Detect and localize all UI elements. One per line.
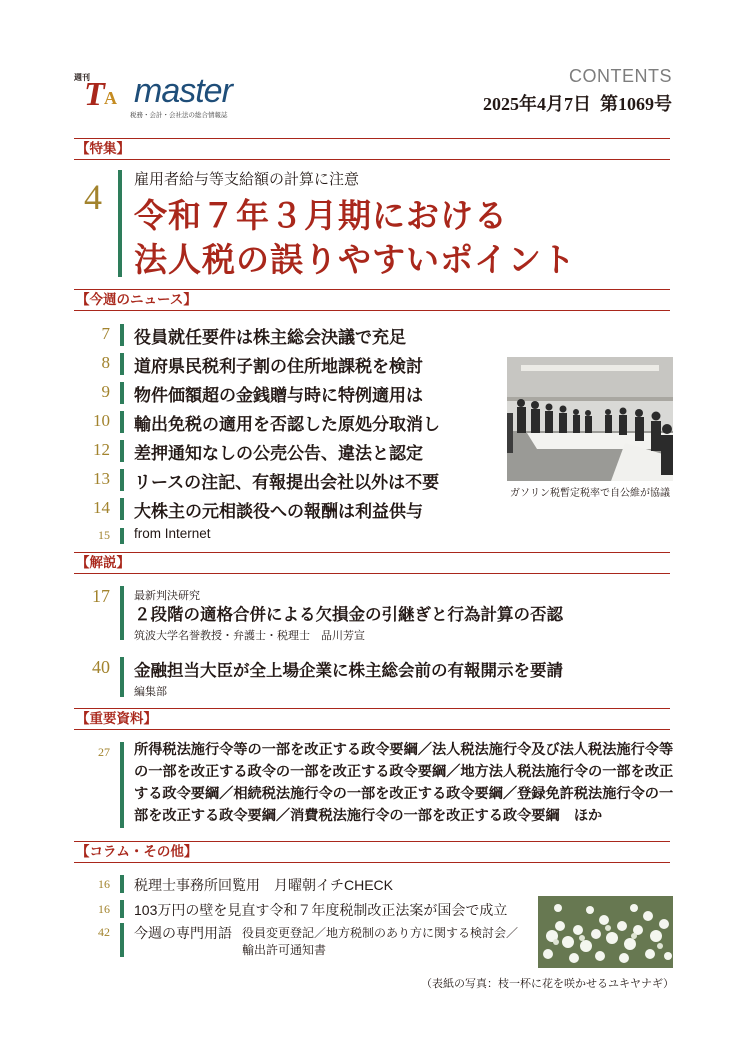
section-feature-label: 【特集】 [76,141,130,157]
news-item[interactable] [78,496,498,520]
news-item[interactable] [78,438,498,462]
news-item[interactable] [78,522,498,546]
column-bar [120,923,124,957]
commentary-title[interactable]: 金融担当大臣が全上場企業に株主総会前の有報開示を要請 [134,661,563,680]
news-title: 役員就任要件は株主総会決議で充足 [134,328,406,348]
commentary-page: 17 [92,586,110,606]
contents-label: CONTENTS [569,66,672,86]
column-bar [120,875,124,893]
news-bar [120,411,124,433]
issue-date: 2025年4月7日 [483,94,591,114]
news-item[interactable] [78,322,498,346]
news-page: 8 [101,353,110,372]
section-documents-label: 【重要資料】 [76,711,157,727]
news-bar [120,498,124,520]
logo-word: master [134,72,232,110]
section-commentary-label: 【解説】 [76,555,130,571]
commentary-bar [120,586,124,640]
feature-title-line1[interactable]: 令和７年３月期における [134,196,508,235]
meeting-photo-illustration [507,357,673,481]
news-bar [120,353,124,375]
documents-text[interactable]: 所得税法施行令等の一部を改正する政令要綱／法人税法施行令及び法人税法施行令等の一部を改正する政令の一部を改正する政令要綱／地方法人税法施行令の一部を改正する政令要綱／相続税法施行令の一部を改正する政令要綱／登録免許税法施行令の一部を改正する政令要綱／消費税法施行令の一部を改正する政令要綱 ほか [134,742,674,824]
news-page: 9 [101,382,110,401]
news-title: from Internet [134,526,211,541]
feature-page-number: 4 [84,177,102,217]
issue-number: 第1069号 [600,94,672,114]
column-page: 16 [98,902,110,916]
news-page: 10 [93,411,110,430]
news-item[interactable] [78,380,498,404]
commentary-title[interactable]: ２段階の適格合併による欠損金の引継ぎと行為計算の否認 [134,605,563,624]
cover-photo-caption: （表紙の写真：枝一杯に花を咲かせるユキヤナギ） [421,977,674,990]
section-news-label: 【今週のニュース】 [76,292,197,308]
news-title: 道府県民税利子割の住所地課税を検討 [134,357,423,377]
news-title: 輸出免税の適用を否認した原処分取消し [134,415,440,435]
news-item[interactable] [78,409,498,433]
section-columns [74,841,670,863]
column-page: 42 [98,925,110,939]
news-page: 15 [98,528,110,542]
section-feature [74,138,670,160]
news-item[interactable] [78,351,498,375]
feature-rule [118,170,122,277]
commentary-kicker: 最新判決研究 [134,589,200,602]
logo-tagline: 税務・会計・会社法の総合情報誌 [130,111,228,119]
commentary-author: 筑波大学名誉教授・弁護士・税理士 品川芳宣 [134,629,365,642]
news-photo [507,357,673,481]
column-title: 今週の専門用語 [134,925,232,941]
news-title: 差押通知なしの公売公告、違法と認定 [134,444,423,464]
news-page: 14 [93,498,110,517]
cover-flower-photo [538,896,673,968]
news-page: 13 [93,469,110,488]
logo-mark: T [84,76,103,113]
logo-amp: A [104,88,117,108]
feature-title-line2[interactable]: 法人税の誤りやすいポイント [134,240,576,279]
news-item[interactable] [78,467,498,491]
column-title: 103万円の壁を見直す令和７年度税制改正法案が国会で成立 [134,902,508,918]
news-bar [120,528,124,544]
commentary-bar [120,657,124,697]
column-title: 税理士事務所回覧用 月曜朝イチCHECK [134,877,394,893]
section-columns-label: 【コラム・その他】 [76,844,198,860]
section-news [74,289,670,311]
news-title: リースの注記、有報提出会社以外は不要 [134,473,440,493]
column-page: 16 [98,877,110,891]
column-bar [120,900,124,918]
news-page: 12 [93,440,110,459]
magazine-logo [74,70,254,122]
news-bar [120,324,124,346]
column-terms-line2: 輸出許可通知書 [242,943,327,957]
commentary-author: 編集部 [134,685,167,698]
documents-page: 27 [98,745,110,759]
flower-photo-illustration [538,896,673,968]
news-bar [120,440,124,462]
news-photo-caption: ガソリン税暫定税率で自公維が協議 [510,488,670,499]
documents-bar [120,742,124,828]
logo-weekly: 週刊 [74,73,90,82]
feature-subtitle[interactable]: 雇用者給与等支給額の計算に注意 [134,170,360,188]
news-bar [120,382,124,404]
news-title: 物件価額超の金銭贈与時に特例適用は [134,386,423,406]
news-page: 7 [101,324,110,343]
section-commentary [74,552,670,574]
news-bar [120,469,124,491]
commentary-page: 40 [92,657,110,677]
news-title: 大株主の元相談役への報酬は利益供与 [134,502,423,522]
issue-line [483,90,672,116]
column-terms-line1: 役員変更登記／地方税制のあり方に関する検討会／ [242,926,519,940]
section-documents [74,708,670,730]
